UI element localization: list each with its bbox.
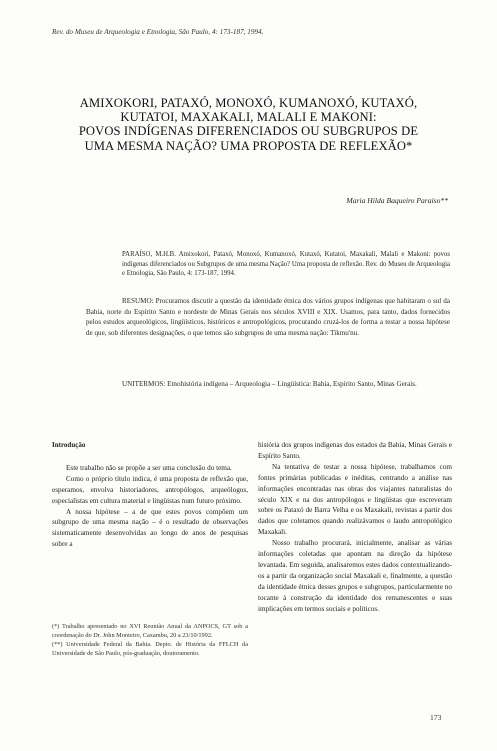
abstract-text: RESUMO: Procuramos discutir a questão da identidade étnica dos vários grupos indígenas que habitaram o sul da Bahia, norte do Espírito Santo e nordeste de Minas Gerais nos séculos XVIII e XIX. Usamos, para tanto, dados fornecidos pelos estudos arqueológicos, lingüísticos, históricos e antropológicos, procurando cruzá-los de forma a testar a nossa hipótese de que, sob diferentes designações, o que temos são subgrupos de uma mesma nação: Tikmu'nu. — [86, 297, 450, 337]
title-line: UMA MESMA NAÇÃO? UMA PROPOSTA DE REFLEXÃO* — [84, 138, 413, 153]
body-paragraph: Como o próprio título indica, é uma proposta de reflexão que, esperamos, envolva historiadores, antropólogos, arqueólogos, especialistas em cultura material e lingüistas num futuro próximo. — [52, 474, 248, 505]
footnotes — [52, 623, 248, 659]
body-paragraph: história dos grupos indígenas dos estados da Bahia, Minas Gerais e Espírito Santo. — [258, 441, 452, 460]
keywords — [86, 379, 450, 390]
keywords-text: UNITERMOS: Etnohistória indígena – Arqueologia – Lingüística: Bahia, Espírito Santo, Minas Gerais. — [122, 380, 417, 388]
citation-block: PARAÍSO, M.H.B. Amixokori, Pataxó, Monoxó, Kumanoxó, Kutaxó, Kutatoi, Maxakali, Malali e Makoni: povos indígenas diferenciados ou Subgrupos de uma mesma Nação? Uma proposta de reflexão. Rev. do Museu de Arqueologia e Etnologia, São Paulo, 4: 173-187, 1994. — [122, 251, 450, 278]
abstract — [86, 296, 450, 338]
section-heading: Introdução — [52, 441, 86, 449]
title-line: KUTATOI, MAXAKALI, MALALI E MAKONI: — [120, 110, 377, 125]
right-column — [258, 440, 452, 615]
title-line: POVOS INDÍGENAS DIFERENCIADOS OU SUBGRUPOS DE — [78, 124, 419, 139]
article-title — [36, 96, 461, 153]
body-paragraph: Na tentativa de testar a nossa hipótese, trabalhamos com fontes primárias publicadas e inéditas, centrando a análise nas informações encontradas nas obras dos viajantes naturalistas do século XIX e na dos antropólogos e lingüistas que escreveram sobre os Pataxó de Barra Velha e os Maxakali, revistas a partir dos dados que coletamos quando realizávamos o laudo antropológico Maxakali. — [258, 462, 452, 537]
footnote: (**) Universidade Federal da Bahia. Depto. de História da FFLCH da Universidade de São Paulo, pós-graduação, doutoramento. — [52, 640, 248, 657]
journal-header: Rev. do Museu de Arqueologia e Etnologia, São Paulo, 4: 173-187, 1994. — [52, 28, 264, 36]
left-column — [52, 440, 248, 550]
body-paragraph: A nossa hipótese – a de que estes povos compõem um subgrupo de uma mesma nação – é o resultado de observações sistematicamente desenvolvidas ao longo de anos de pesquisas sobre a — [52, 507, 248, 549]
title-line: AMIXOKORI, PATAXÓ, MONOXÓ, KUMANOXÓ, KUTAXÓ, — [79, 96, 418, 110]
author-name: Maria Hilda Baqueiro Paraíso** — [346, 196, 448, 205]
body-paragraph: Nosso trabalho procurará, inicialmente, analisar as várias informações coletadas que apontam na direção da hipótese levantada. Em seguida, analisaremos estes dados contextualizando-os a partir da organização social Maxakali e, finalmente, a questão da identidade étnica desses grupos e subgrupos, particularmente no tocante à construção da identidade dos remanescentes e suas implicações em termos sociais e políticos. — [258, 539, 452, 613]
page-number: 173 — [430, 713, 442, 722]
body-paragraph: Este trabalho não se propõe a ser uma conclusão do tema. — [66, 463, 232, 472]
footnote: (*) Trabalho apresentado no XVI Reunião Anual da ANPOCS, GT sob a coordenação do Dr. John Monteiro, Caxambu, 20 a 23/10/1992. — [52, 623, 248, 639]
